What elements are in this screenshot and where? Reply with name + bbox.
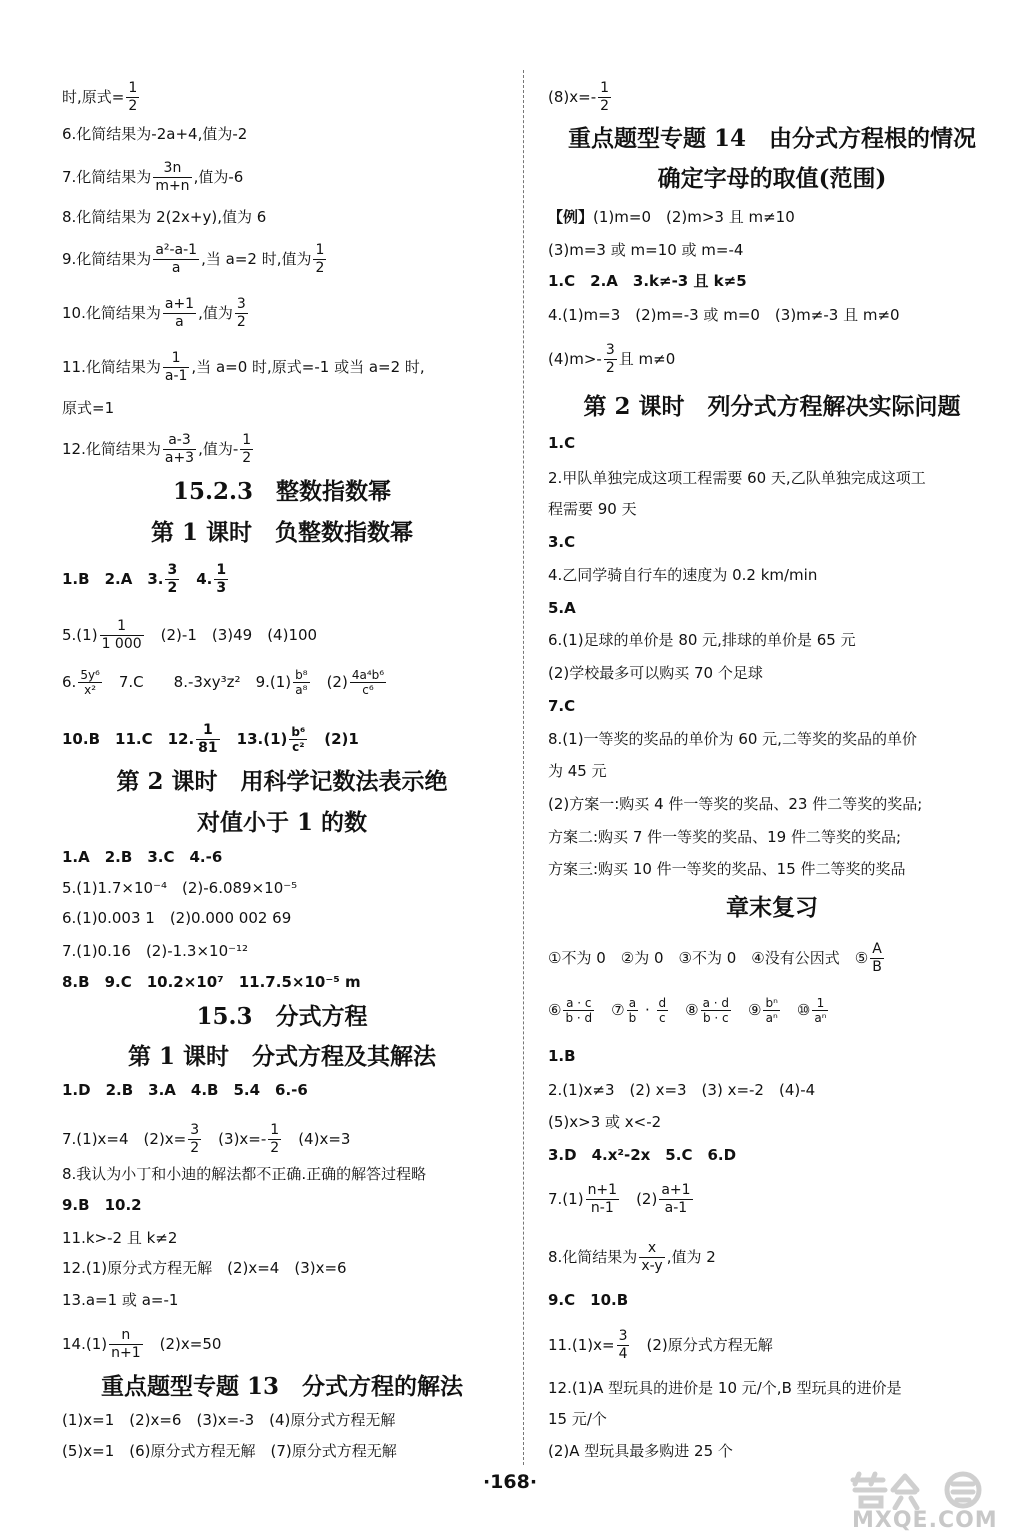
answer-line: 原式=1 (62, 399, 115, 417)
answer-line: ⑥ $\frac{a \cdot c}{b \cdot d}$ ⑦ $\frac{a}{b}$ · $\frac{d}{c}$ ⑧ $\frac{a \cdot d}{b \cdot c}$ ⑨ $\frac{\text{bⁿ}}{\text{aⁿ}}$ ⑩ $\frac{1}{\text{aⁿ}}$ (548, 996, 827, 1025)
lesson-heading: 第 2 课时 列分式方程解决实际问题 (583, 393, 961, 420)
answer-line: 7.C (548, 697, 576, 715)
answer-line: 7.(1) $\frac{n+1}{n-1}$ (2) $\frac{a+1}{a-1}$ (548, 1182, 691, 1216)
answer-stamp-icon (845, 1470, 995, 1510)
answer-line: 4.(1)m=3 (2)m=-3 或 m=0 (3)m≠-3 且 m≠0 (548, 306, 900, 324)
chapter-review-heading: 章末复习 (726, 894, 818, 921)
fraction: $\frac{\text{5y⁶}}{\text{x²}}$ (80, 668, 100, 697)
section-heading: 15.2.3 整数指数幂 (172, 478, 392, 505)
fraction: $\frac{a+1}{a-1}$ (661, 1182, 691, 1216)
answer-line: (5)x=1 (6)原分式方程无解 (7)原分式方程无解 (62, 1442, 397, 1460)
answer-line: 10.化简结果为 $\frac{a+1}{a}$ ,值为 $\frac{3}{2}$ (62, 296, 246, 330)
answer-line: 8.我认为小丁和小迪的解法都不正确.正确的解答过程略 (62, 1165, 427, 1183)
fraction: $\frac{\text{b⁸}}{\text{a⁸}}$ (295, 668, 308, 697)
answer-line: 5.(1) $\frac{1}{1 000}$ (2)-1 (3)49 (4)100 (62, 618, 318, 652)
lesson-heading: 第 1 课时 负整数指数幂 (150, 519, 414, 546)
answer-line: 4.乙同学骑自行车的速度为 0.2 km/min (548, 566, 818, 584)
fraction: $\frac{a \cdot c}{b \cdot d}$ (565, 996, 593, 1025)
fraction: $\frac{1}{2}$ (270, 1122, 280, 1156)
lesson-heading: 对值小于 1 的数 (196, 809, 368, 836)
fraction: $\frac{a \cdot d}{b \cdot c}$ (702, 996, 730, 1025)
fraction: $\frac{a-3}{a+3}$ (164, 432, 195, 466)
answer-line: 1.C (548, 434, 576, 452)
answer-line: 10.B 11.C 12. $\frac{1}{81}$ 13.(1) $\frac{\text{b⁶}}{\text{c²}}$ (2)1 (62, 722, 359, 756)
fraction: $\frac{1}{2}$ (242, 432, 252, 466)
fraction: $\frac{\text{b⁶}}{\text{c²}}$ (291, 725, 306, 754)
answer-line: 7.(1)0.16 (2)-1.3×10⁻¹² (62, 942, 249, 960)
answer-line: 1.B (548, 1047, 576, 1065)
lesson-heading: 第 2 课时 用科学记数法表示绝 (116, 768, 448, 795)
answer-line: 8.B 9.C 10.2×10⁷ 11.7.5×10⁻⁵ m (62, 973, 361, 991)
answer-line: 方案二:购买 7 件一等奖的奖品、19 件二等奖的奖品; (548, 828, 902, 846)
left-column (62, 0, 502, 1480)
fraction: $\frac{n+1}{n-1}$ (587, 1182, 618, 1216)
answer-line: 7.(1)x=4 (2)x= $\frac{3}{2}$ (3)x=- $\frac{1}{2}$ (4)x=3 (62, 1122, 351, 1156)
fraction: $\frac{n}{n+1}$ (111, 1327, 141, 1361)
answer-line: 11.(1)x= $\frac{3}{4}$ (2)原分式方程无解 (548, 1328, 773, 1362)
fraction: $\frac{\text{bⁿ}}{\text{aⁿ}}$ (765, 996, 778, 1025)
answer-line: ①不为 0 ②为 0 ③不为 0 ④没有公因式 ⑤ $\frac{A}{B}$ (548, 941, 882, 975)
column-divider (523, 70, 524, 1465)
answer-line: 1.C 2.A 3.k≠-3 且 k≠5 (548, 272, 747, 290)
answer-line: (8)x=- $\frac{1}{2}$ (548, 80, 610, 114)
answer-line: 12.化简结果为 $\frac{a-3}{a+3}$ ,值为- $\frac{1}{2}$ (62, 432, 252, 466)
fraction: $\frac{3}{2}$ (236, 296, 246, 330)
fraction: $\frac{A}{B}$ (872, 941, 882, 975)
answer-line: 6.(1)0.003 1 (2)0.000 002 69 (62, 909, 292, 927)
answer-line: 13.a=1 或 a=-1 (62, 1291, 179, 1309)
fraction: $\frac{d}{c}$ (658, 996, 667, 1025)
right-column (548, 0, 996, 1480)
answer-line: (4)m>- $\frac{3}{2}$ 且 m≠0 (548, 342, 676, 376)
fraction: $\frac{1}{2}$ (128, 80, 138, 114)
answer-line: 2.(1)x≠3 (2) x=3 (3) x=-2 (4)-4 (548, 1081, 816, 1099)
answer-line: 9.化简结果为 $\frac{\text{a²-a-1}}{a}$ ,当 a=2 时,值为 $\frac{1}{2}$ (62, 242, 325, 276)
answer-line: 14.(1) $\frac{n}{n+1}$ (2)x=50 (62, 1327, 222, 1361)
answer-line: (1)x=1 (2)x=6 (3)x=-3 (4)原分式方程无解 (62, 1411, 396, 1429)
fraction: $\frac{1}{81}$ (198, 722, 218, 756)
answer-line: 方案三:购买 10 件一等奖的奖品、15 件二等奖的奖品 (548, 860, 906, 878)
answer-line: 时,原式= $\frac{1}{2}$ (62, 80, 138, 114)
answer-line: 11.化简结果为 $\frac{1}{a-1}$ ,当 a=0 时,原式=-1 或当 a=2 时, (62, 350, 425, 384)
fraction: $\frac{1}{3}$ (216, 562, 227, 596)
fraction: $\frac{3}{4}$ (618, 1328, 628, 1362)
answer-line: 【例】(1)m=0 (2)m>3 且 m≠10 (548, 208, 795, 226)
answer-line: 8.(1)一等奖的奖品的单价为 60 元,二等奖的奖品的单价 (548, 730, 917, 748)
section-heading: 15.3 分式方程 (196, 1003, 368, 1030)
fraction: $\frac{1}{1 000}$ (101, 618, 142, 652)
fraction: $\frac{x}{x-y}$ (641, 1240, 663, 1274)
answer-line: (2)方案一:购买 4 件一等奖的奖品、23 件二等奖的奖品; (548, 795, 923, 813)
watermark-text: MXQE.COM (852, 1508, 998, 1533)
answer-line: 6.(1)足球的单价是 80 元,排球的单价是 65 元 (548, 631, 856, 649)
topic-heading: 确定字母的取值(范围) (657, 165, 887, 192)
topic-heading: 重点题型专题 14 由分式方程根的情况 (567, 125, 976, 152)
answer-line: 1.A 2.B 3.C 4.-6 (62, 848, 223, 866)
answer-line: 5.(1)1.7×10⁻⁴ (2)-6.089×10⁻⁵ (62, 879, 298, 897)
answer-line: 程需要 90 天 (548, 500, 637, 518)
fraction: $\frac{1}{2}$ (315, 242, 325, 276)
answer-line: (2)学校最多可以购买 70 个足球 (548, 664, 763, 682)
page-number: ·168· (482, 1471, 538, 1493)
fraction: $\frac{1}{a-1}$ (164, 350, 188, 384)
answer-line: (5)x>3 或 x<-2 (548, 1113, 662, 1131)
answer-line: 8.化简结果为 $\frac{x}{x-y}$ ,值为 2 (548, 1240, 716, 1274)
answer-line: 为 45 元 (548, 762, 607, 780)
fraction: $\frac{\text{4a⁴b⁶}}{\text{c⁶}}$ (351, 668, 385, 697)
fraction: $\frac{a+1}{a}$ (164, 296, 195, 330)
fraction: $\frac{3n}{m+n}$ (155, 160, 190, 194)
answer-line: 6. $\frac{\text{5y⁶}}{\text{x²}}$ 7.C 8.-3xy³z² 9.(1) $\frac{\text{b⁸}}{\text{a⁸}}$ (2) $\frac{\text{4a⁴b⁶}}{\text{c⁶}}$ (62, 668, 385, 697)
answer-line: 8.化简结果为 2(2x+y),值为 6 (62, 208, 267, 226)
fraction: $\frac{\text{a²-a-1}}{a}$ (155, 242, 198, 276)
fraction: $\frac{3}{2}$ (167, 562, 178, 596)
answer-line: 12.(1)A 型玩具的进价是 10 元/个,B 型玩具的进价是 (548, 1379, 902, 1397)
answer-line: 5.A (548, 599, 576, 617)
fraction: $\frac{3}{2}$ (190, 1122, 200, 1156)
answer-line: 3.D 4.x²-2x 5.C 6.D (548, 1146, 737, 1164)
fraction: $\frac{1}{2}$ (600, 80, 610, 114)
answer-line: 9.B 10.2 (62, 1196, 142, 1214)
answer-line: 15 元/个 (548, 1410, 607, 1428)
topic-heading: 重点题型专题 13 分式方程的解法 (100, 1373, 463, 1400)
fraction: $\frac{a}{b}$ (628, 996, 637, 1025)
answer-line: 3.C (548, 533, 576, 551)
answer-line: (3)m=3 或 m=10 或 m=-4 (548, 241, 744, 259)
answer-line: 7.化简结果为 $\frac{3n}{m+n}$ ,值为-6 (62, 160, 244, 194)
fraction: $\frac{3}{2}$ (605, 342, 615, 376)
answer-line: 2.甲队单独完成这项工程需要 60 天,乙队单独完成这项工 (548, 469, 926, 487)
answer-line: 6.化简结果为-2a+4,值为-2 (62, 125, 248, 143)
answer-line: 12.(1)原分式方程无解 (2)x=4 (3)x=6 (62, 1259, 347, 1277)
fraction: $\frac{1}{\text{aⁿ}}$ (814, 996, 827, 1025)
answer-line: (2)A 型玩具最多购进 25 个 (548, 1442, 733, 1460)
answer-line: 9.C 10.B (548, 1291, 629, 1309)
answer-line: 1.D 2.B 3.A 4.B 5.4 6.-6 (62, 1081, 308, 1099)
answer-line: 11.k>-2 且 k≠2 (62, 1229, 178, 1247)
answer-line: 1.B 2.A 3. $\frac{3}{2}$ 4. $\frac{1}{3}$ (62, 562, 227, 596)
lesson-heading: 第 1 课时 分式方程及其解法 (127, 1043, 437, 1070)
